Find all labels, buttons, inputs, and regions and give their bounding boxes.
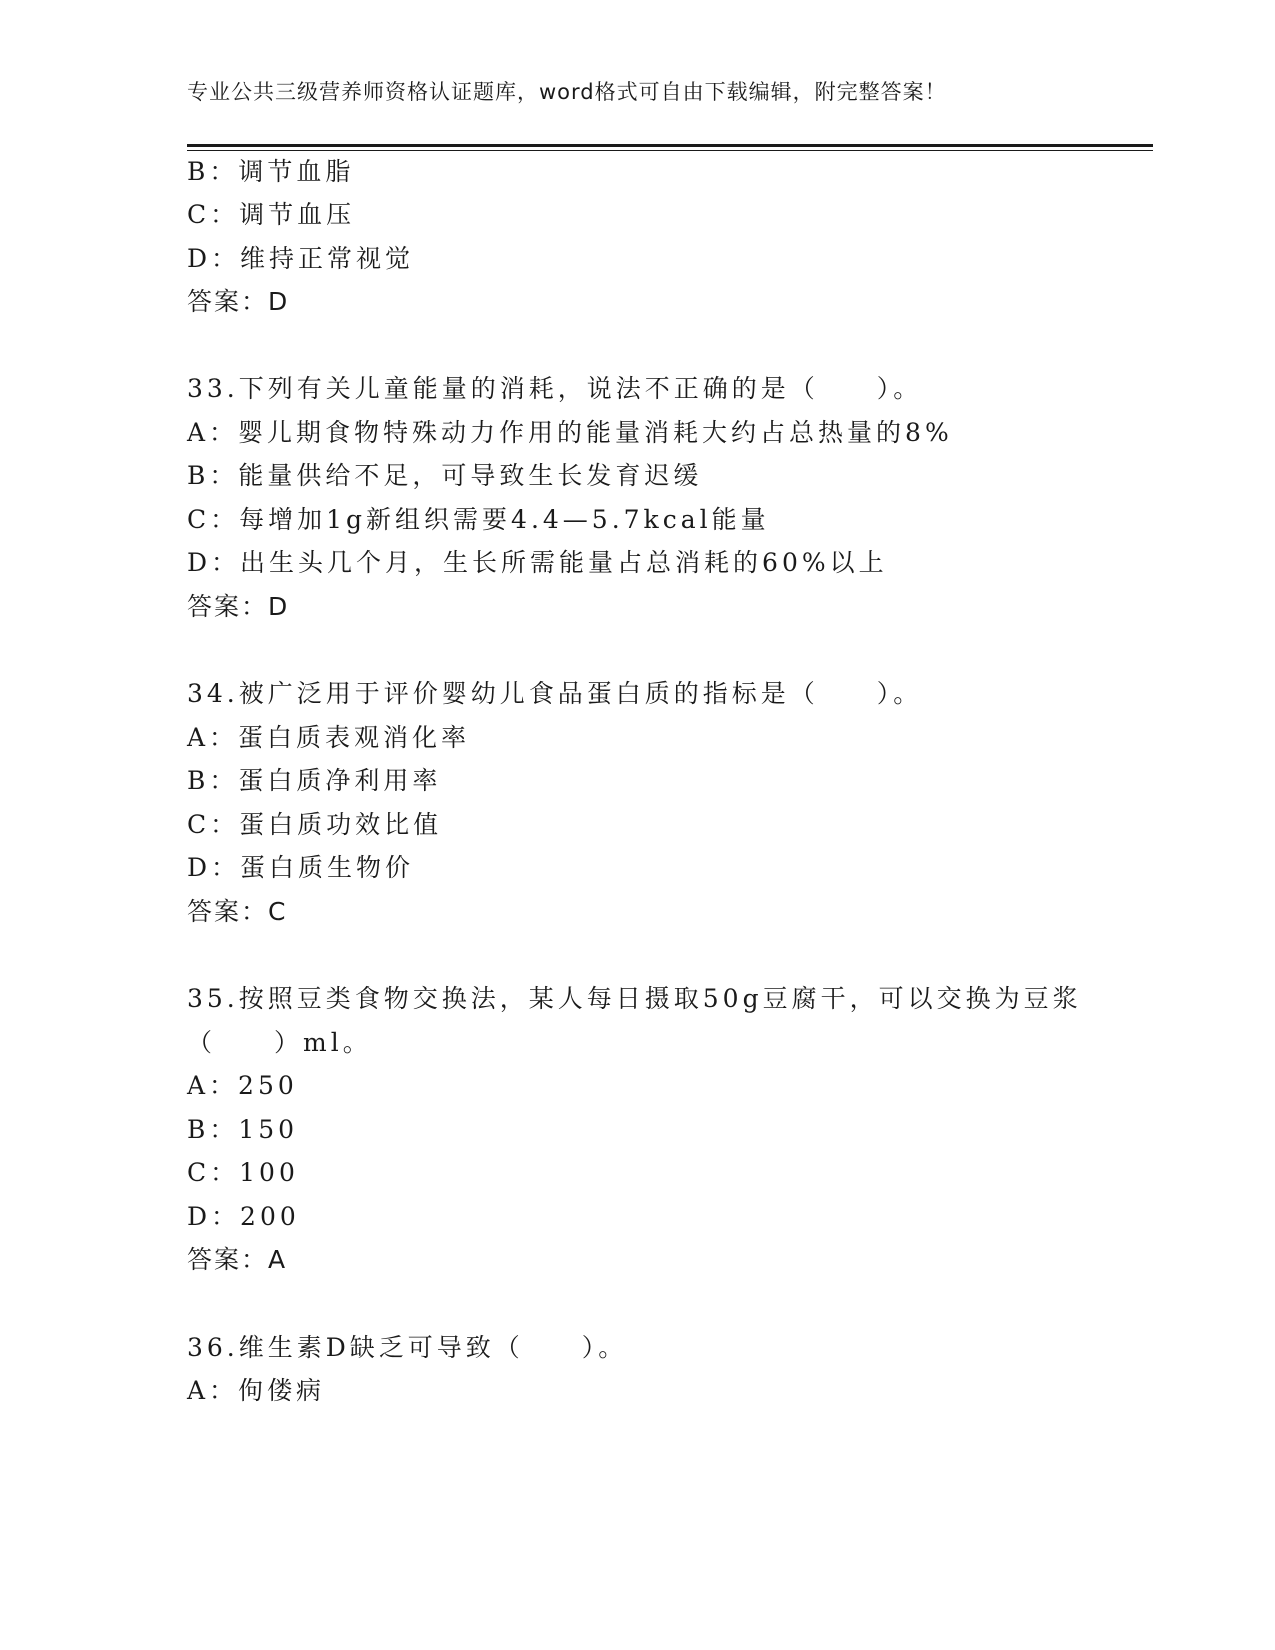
option-a: A：250	[187, 1071, 298, 1100]
option-c: C：调节血压	[187, 200, 356, 229]
question-stem: 35.按照豆类食物交换法，某人每日摄取50g豆腐干，可以交换为豆浆	[187, 984, 1082, 1013]
option-c: C：蛋白质功效比值	[187, 810, 443, 839]
option-d: D：蛋白质生物价	[187, 853, 415, 882]
question-stem: 34.被广泛用于评价婴幼儿食品蛋白质的指标是（ ）。	[187, 679, 923, 708]
option-d: D：出生头几个月，生长所需能量占总消耗的60%以上	[187, 548, 888, 577]
option-d: D：维持正常视觉	[187, 244, 415, 273]
header-rule-thick	[187, 144, 1153, 147]
answer: 答案：C	[187, 897, 288, 926]
option-b: B：能量供给不足，可导致生长发育迟缓	[187, 461, 703, 490]
header-rule-thin	[187, 150, 1153, 151]
question-stem: 36.维生素D缺乏可导致（ ）。	[187, 1333, 628, 1362]
page-header: 专业公共三级营养师资格认证题库，word格式可自由下载编辑，附完整答案！	[187, 80, 947, 104]
option-a: A：佝偻病	[187, 1376, 326, 1405]
answer: 答案：A	[187, 1245, 288, 1274]
option-b: B：蛋白质净利用率	[187, 766, 442, 795]
option-c: C：100	[187, 1158, 299, 1187]
option-b: B：150	[187, 1115, 299, 1144]
option-c: C：每增加1g新组织需要4.4—5.7kcal能量	[187, 505, 770, 534]
option-b: B：调节血脂	[187, 157, 355, 186]
option-a: A：蛋白质表观消化率	[187, 723, 471, 752]
question-stem: 33.下列有关儿童能量的消耗，说法不正确的是（ ）。	[187, 374, 923, 403]
answer: 答案：D	[187, 592, 290, 621]
question-stem-continuation: （ ）ml。	[187, 1028, 372, 1057]
option-d: D：200	[187, 1202, 300, 1231]
option-a: A：婴儿期食物特殊动力作用的能量消耗大约占总热量的8%	[187, 418, 953, 447]
answer: 答案：D	[187, 287, 290, 316]
